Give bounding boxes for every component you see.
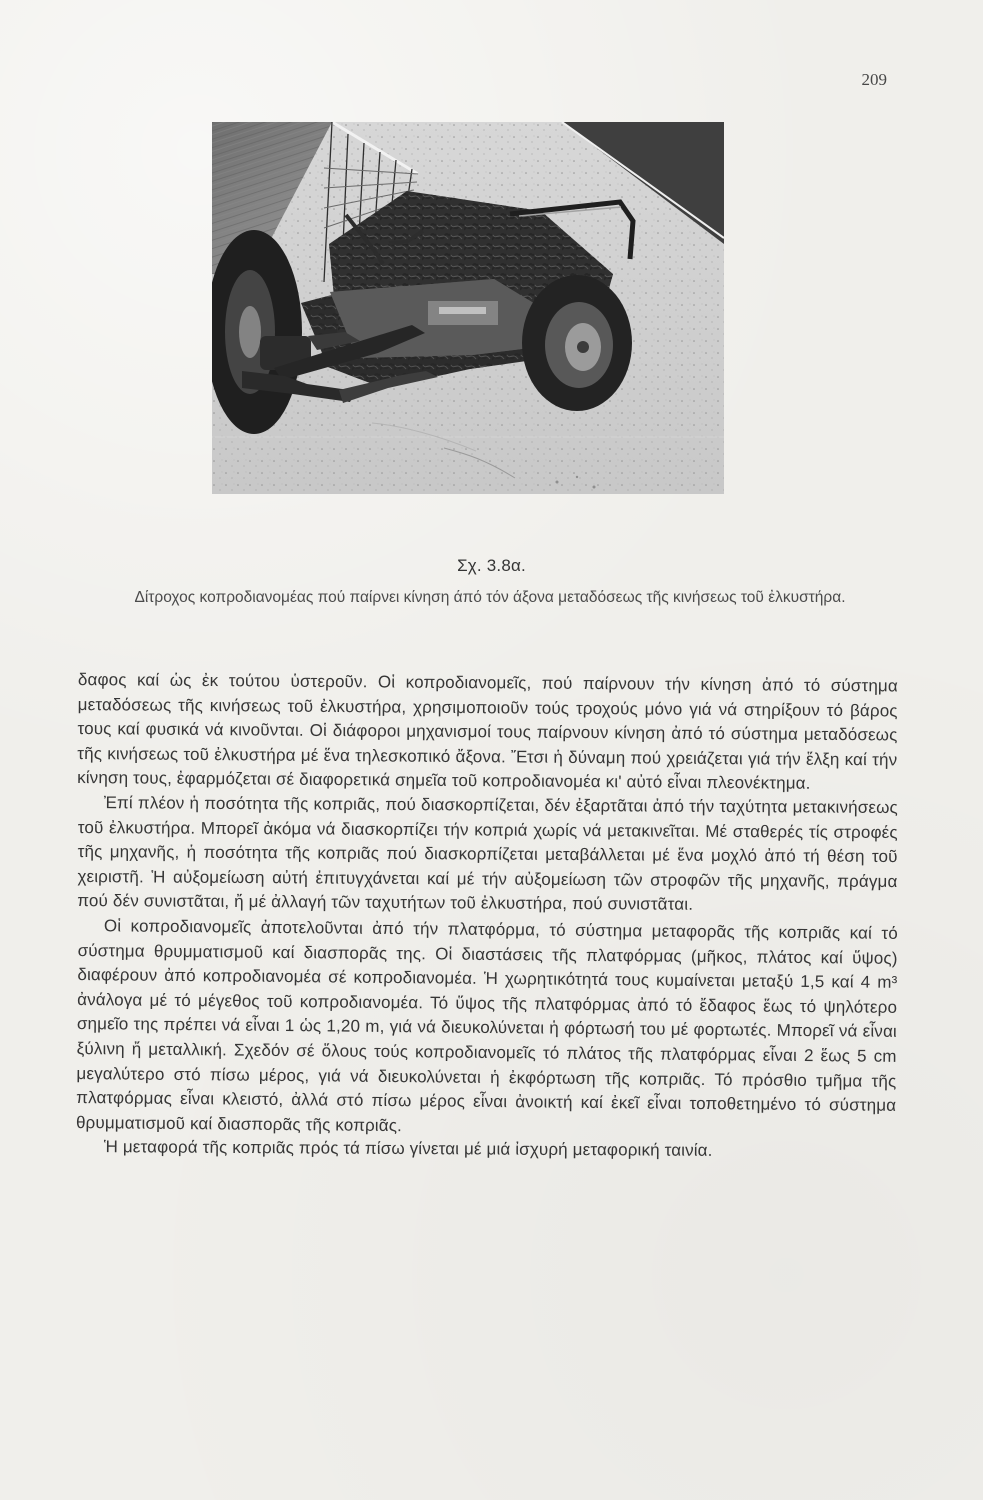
paragraph-4: Ἡ μεταφορά τῆς κοπριᾶς πρός τά πίσω γίνεται μέ μιά ἰσχυρή μεταφορική ταινία. [103, 1137, 713, 1161]
paragraph-1: δαφος καί ὡς ἐκ τούτου ὑστεροῦν. Οἱ κοπροδιανομεῖς, πού παίρνουν τήν κίνηση ἀπό τό σύστημα μεταδόσεως τῆς κινήσεως τοῦ ἐλκυστήρα, χρησιμοποιοῦν τούς τροχούς μόνο γιά νά στηρίξουν τό βάρος τους καί φυσικά νά κινοῦνται. Οἱ διάφοροι μηχανισμοί τους παίρνουν κίνηση ἀπό τό σύστημα μεταδόσεως τῆς κινήσεως τοῦ ἐλκυστήρα μέ ἕνα τηλεσκοπικό ἄξονα. Ἔτσι ἡ δύναμη πού χρειάζεται γιά τήν ἕλξη καί τήν κίνηση τους, ἐφαρμόζεται σέ διαφορετικά σημεῖα τοῦ κοπροδιανομέα κι' αὐτό εἶναι πλεονέκτημα. [77, 669, 898, 794]
figure-label: Σχ. 3.8α. [457, 556, 526, 575]
figure-caption: Δίτροχος κοπροδιανομέας πού παίρνει κίνηση άπό τόν άξονα μεταδόσεως τῆς κινήσεως τοῦ ἐλκυστήρα. [134, 589, 846, 606]
paragraph-3: Οἱ κοπροδιανομεῖς ἀποτελοῦνται ἀπό τήν πλατφόρμα, τό σύστημα μεταφορᾶς τῆς κοπριᾶς καί τό σύστημα θρυμματισμοῦ καί διασπορᾶς της. Οἱ διαστάσεις τῆς πλατφόρμας (μῆκος, πλάτος καί ὕψος) διαφέρουν ἀπό κοπροδιανομέα σέ κοπροδιανομέα. Ἡ χωρητικότητά τους κυμαίνεται μεταξύ 1,5 καί 4 m³ ἀνάλογα μέ τό μέγεθος τοῦ κοπροδιανομέα. Τό ὕψος τῆς πλατφόρμας ἀπό τό ἔδαφος ἕως τό ψηλότερο σημεῖο της πρέπει νά εἶναι 1 ὡς 1,20 m, γιά νά διευκολύνεται ἡ φόρτωσή του μέ φορτωτές. Μπορεῖ νά εἶναι ξύλινη ἤ μεταλλική. Σχεδόν σέ ὅλους τούς κοπροδιανομεῖς τό πλάτος τῆς πλατφόρμας εἶναι 2 ἕως 5 cm μεγαλύτερο στό πίσω μέρος, γιά νά διευκολύνεται ἡ ἐκφόρτωση τῆς κοπριᾶς. Τό πρόσθιο τμῆμα τῆς πλατφόρμας εἶναι κλειστό, ἀλλά στό πίσω μέρος εἶναι ἀνοικτή καί ἐκεῖ εἶναι τοποθετημένο τό σύστημα θρυμματισμοῦ καί διασπορᾶς τῆς κοπριᾶς. [75, 916, 898, 1135]
page-number: 209 [861, 70, 887, 89]
main-text [75, 668, 898, 1161]
paragraph-2: Ἐπί πλέον ἡ ποσότητα τῆς κοπριᾶς, πού διασκορπίζεται, δέν ἐξαρτᾶται ἀπό τήν ταχύτητα μετακινήσεως τοῦ ἐλκυστήρα. Μπορεῖ ἀκόμα νά διασκορπίζει τήν κοπριά χωρίς νά μετακινεῖται. Μέ σταθερές τίς στροφές τῆς μηχανῆς, ἡ ποσότητα τῆς κοπριᾶς πού διασκορπίζεται μεταβάλλεται μέ ἕνα μοχλό ἀπό τή θέση τοῦ χειριστῆ. Ἡ αὐξομείωση αὐτή ἐπιτυγχάνεται καί μέ τήν αὐξομείωση τῶν στροφῶν τῆς μηχανῆς, πράγμα πού δέν συνιστᾶται, ἤ μέ ἀλλαγή τῶν ταχυτήτων τοῦ ἐλκυστήρα, πού συνιστᾶται. [77, 793, 898, 915]
manure-spreader-photo [212, 122, 724, 494]
